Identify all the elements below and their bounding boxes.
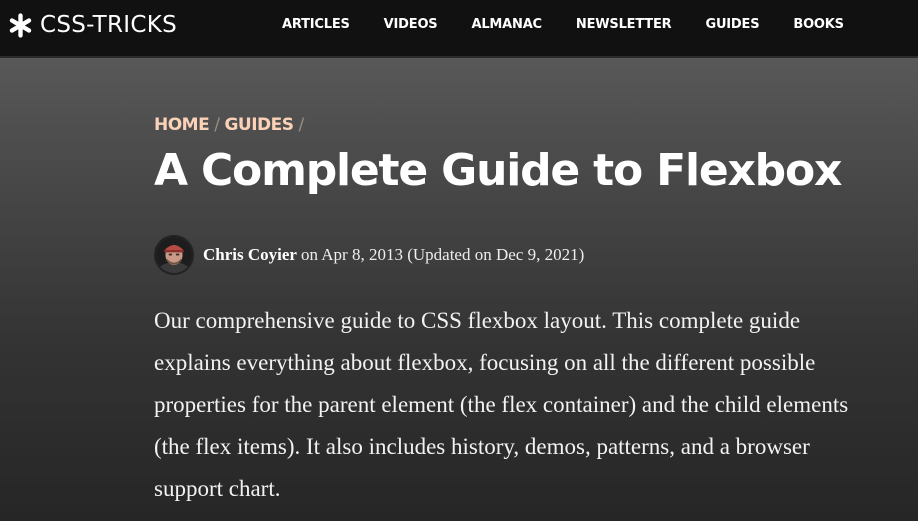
article-byline [154,235,584,275]
author-link[interactable]: Chris Coyier [203,245,297,264]
site-logo[interactable] [8,10,177,40]
author-avatar[interactable] [154,235,194,275]
site-header [0,0,918,57]
breadcrumb [154,115,309,135]
nav-videos[interactable]: VIDEOS [383,16,438,32]
asterisk-icon [8,13,33,38]
nav-books[interactable]: BOOKS [793,16,844,32]
page-title: A Complete Guide to Flexbox [154,145,842,196]
nav-guides[interactable]: GUIDES [705,16,760,32]
logo-text: CSS-TRICKS [40,12,178,38]
article-intro: Our comprehensive guide to CSS flexbox layout. This complete guide explains everything about flexbox, focusing on all the different possible properties for the parent element (the flex container) and the child elements (the flex items). It also includes history, demos, patterns, and a browser support chart. [154,308,849,501]
breadcrumb-home[interactable]: HOME [154,115,210,135]
article-hero [0,58,918,521]
publish-date: on Apr 8, 2013 (Updated on Dec 9, 2021) [300,245,585,264]
breadcrumb-separator: / [214,115,220,135]
breadcrumb-guides[interactable]: GUIDES [224,115,294,135]
author-photo [156,237,192,273]
breadcrumb-separator: / [298,115,304,135]
nav-almanac[interactable]: ALMANAC [471,16,542,32]
main-nav [282,15,844,33]
nav-articles[interactable]: ARTICLES [282,16,350,32]
nav-newsletter[interactable]: NEWSLETTER [575,16,672,32]
